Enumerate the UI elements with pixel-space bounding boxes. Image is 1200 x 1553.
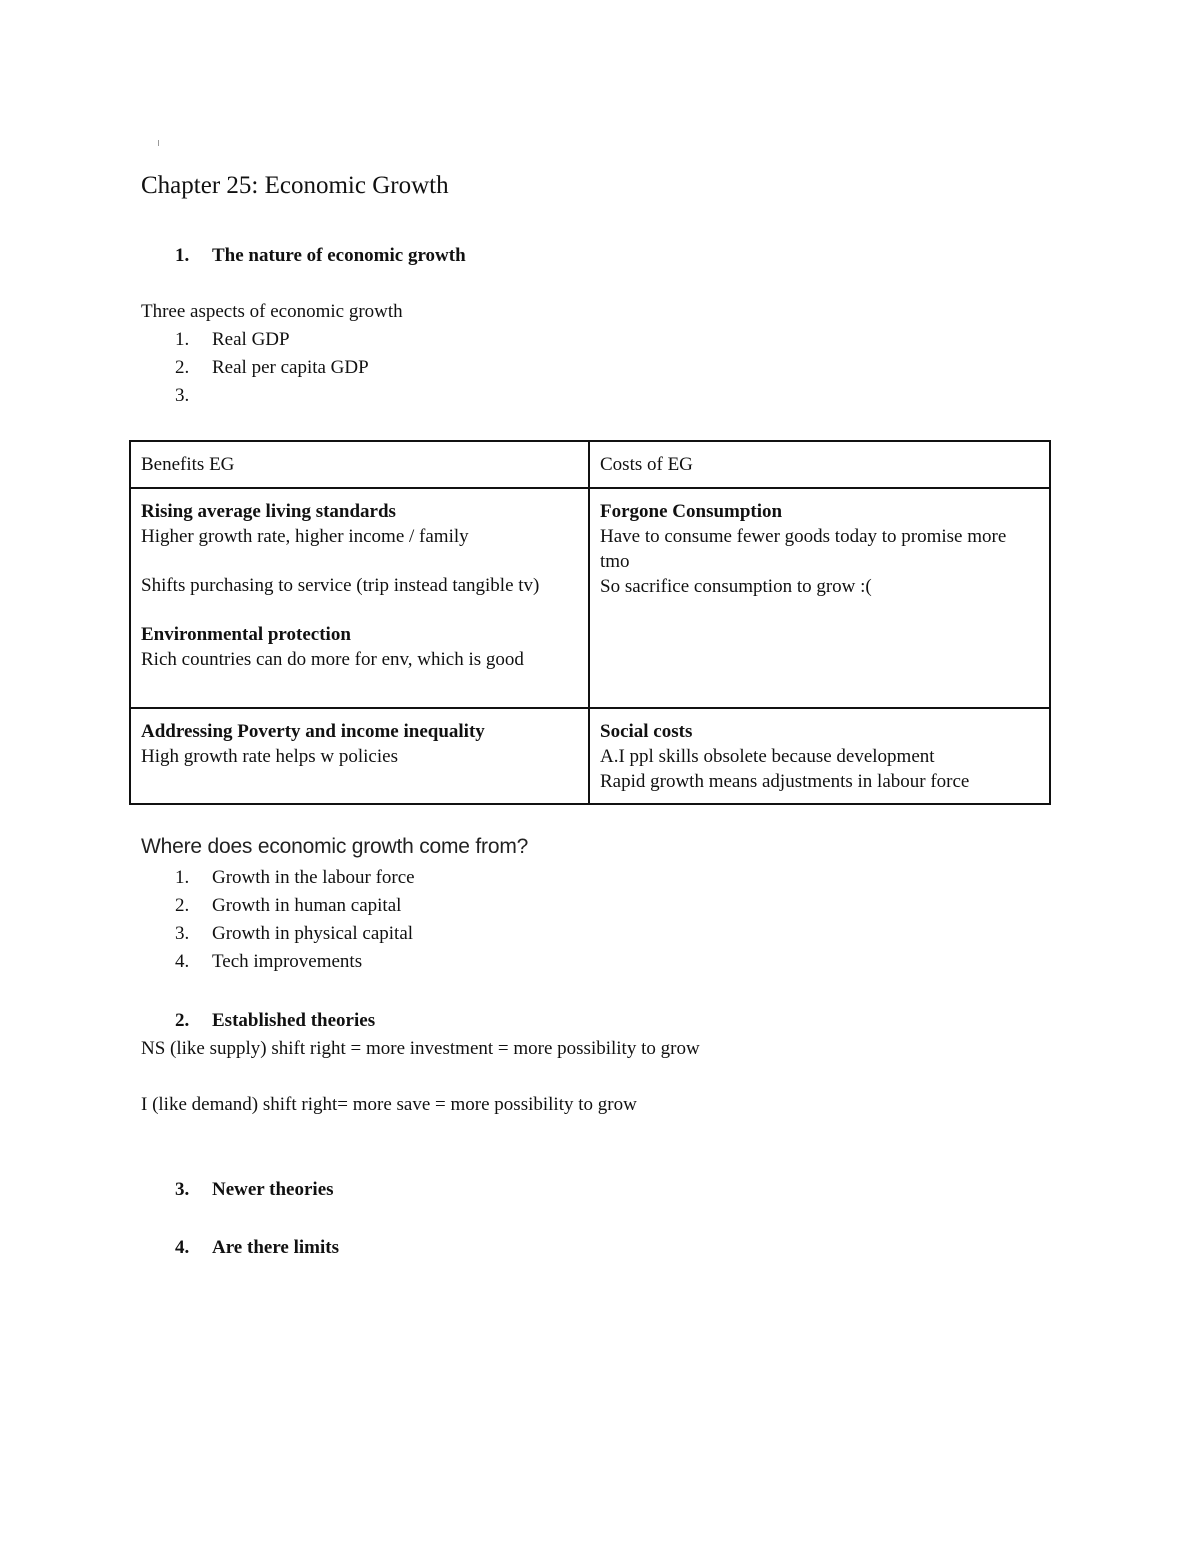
list-number: 3. (175, 385, 190, 406)
theory-ns-text: NS (like supply) shift right = more investment = more possibility to grow (141, 1038, 700, 1059)
section-label: Established theories (212, 1010, 376, 1031)
cell-title: Addressing Poverty and income inequality (141, 721, 485, 742)
section-heading-2 (175, 1008, 375, 1034)
list-item (175, 326, 369, 354)
cell-text: Rapid growth means adjustments in labour force (600, 771, 970, 792)
cell-text: So sacrifice consumption to grow :( (600, 576, 872, 597)
section-label: The nature of economic growth (212, 245, 466, 266)
page-mark (158, 140, 159, 146)
cell-text: Have to consume fewer goods today to promise more tmo (600, 526, 1007, 572)
table-cell-costs (589, 488, 1050, 708)
aspects-list (175, 326, 369, 410)
section-number: 1. (175, 245, 190, 266)
list-item (175, 354, 369, 382)
section-number: 2. (175, 1010, 190, 1031)
cell-title: Social costs (600, 721, 693, 742)
sources-question: Where does economic growth come from? (141, 835, 529, 858)
cell-text: Higher growth rate, higher income / family (141, 526, 469, 547)
cell-title: Environmental protection (141, 624, 351, 645)
table-cell-benefits (130, 708, 589, 804)
table-row (130, 488, 1050, 708)
table-row (130, 708, 1050, 804)
section-number: 4. (175, 1237, 190, 1258)
sources-list (175, 864, 415, 976)
cell-text: A.I ppl skills obsolete because development (600, 746, 935, 767)
cell-text: High growth rate helps w policies (141, 746, 398, 767)
list-text: Real per capita GDP (212, 357, 369, 378)
section-heading-1 (175, 243, 466, 269)
list-number: 4. (175, 951, 190, 972)
list-number: 3. (175, 923, 190, 944)
section-label: Are there limits (212, 1237, 339, 1258)
cell-text: Rich countries can do more for env, which is good (141, 649, 524, 670)
list-item (175, 948, 415, 976)
list-item (175, 892, 415, 920)
section-label: Newer theories (212, 1179, 334, 1200)
list-number: 2. (175, 357, 190, 378)
list-number: 2. (175, 895, 190, 916)
cell-spacer (141, 549, 578, 573)
list-number: 1. (175, 329, 190, 350)
cell-text: Shifts purchasing to service (trip instead tangible tv) (141, 575, 540, 596)
list-text: Real GDP (212, 329, 290, 350)
table-cell-costs (589, 708, 1050, 804)
benefits-costs-table (129, 440, 1051, 805)
list-text: Growth in human capital (212, 895, 402, 916)
table-header-costs: Costs of EG (589, 441, 1050, 488)
aspects-intro: Three aspects of economic growth (141, 301, 403, 322)
cell-title: Rising average living standards (141, 501, 396, 522)
list-item (175, 382, 369, 410)
list-item (175, 920, 415, 948)
cell-spacer (141, 598, 578, 622)
list-number: 1. (175, 867, 190, 888)
theory-i-text: I (like demand) shift right= more save = more possibility to grow (141, 1094, 637, 1115)
table-header-row (130, 441, 1050, 488)
section-number: 3. (175, 1179, 190, 1200)
list-item (175, 864, 415, 892)
section-heading-4 (175, 1235, 339, 1261)
list-text: Tech improvements (212, 951, 363, 972)
table-cell-benefits (130, 488, 589, 708)
page-title: Chapter 25: Economic Growth (141, 172, 449, 199)
cell-title: Forgone Consumption (600, 501, 783, 522)
section-heading-3 (175, 1177, 334, 1203)
table-header-benefits: Benefits EG (130, 441, 589, 488)
list-text: Growth in the labour force (212, 867, 415, 888)
list-text: Growth in physical capital (212, 923, 414, 944)
